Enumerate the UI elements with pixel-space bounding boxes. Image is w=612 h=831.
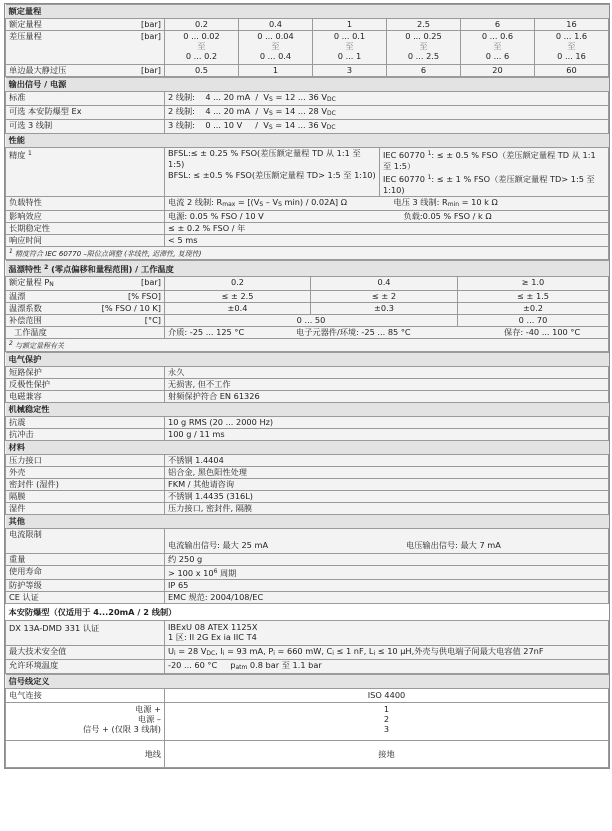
section-header-ex: 本安防爆型（仅适用于 4...20mA / 2 线制） bbox=[6, 604, 609, 621]
section-header-wiring: 信号线定义 bbox=[6, 675, 609, 689]
label-diff-range: 差压量程 [bar] bbox=[6, 31, 165, 65]
section-header-thermal: 温漂特性 $^2$ (零点偏移和量程范围) / 工作温度 bbox=[6, 261, 609, 277]
pin-values bbox=[165, 703, 609, 741]
thermal-coef-value: ±0.3 bbox=[311, 303, 458, 315]
thermal-drift-label: 温漂 [% FSO] bbox=[6, 291, 165, 303]
nominal-value: 6 bbox=[461, 19, 535, 31]
output-row bbox=[6, 92, 609, 106]
nominal-value: 1 bbox=[313, 19, 387, 31]
thermal-coef-value: ±0.2 bbox=[458, 303, 609, 315]
overpressure-value: 6 bbox=[387, 65, 461, 77]
material-label: 压力接口 bbox=[6, 455, 165, 467]
datasheet-table bbox=[4, 3, 610, 769]
mechanical-value: 100 g / 11 ms bbox=[165, 429, 609, 441]
material-value: 不锈钢 1.4404 bbox=[165, 455, 609, 467]
pin-labels bbox=[6, 703, 165, 741]
thermal-nominal-value: 0.2 bbox=[165, 277, 311, 291]
pin-value: 1 bbox=[383, 704, 390, 714]
current-limit-label: 电流限制 bbox=[6, 529, 165, 554]
thermal-comp-value: 0 ... 50 bbox=[165, 315, 458, 327]
ex-safety-value: Ui = 28 VDC, Ii = 93 mA, Pi = 660 mW, Ci ≤ 1 nF, Li ≤ 10 µH,外壳与供电端子间最大电容值 27nF bbox=[165, 646, 609, 660]
material-value: 不锈钢 1.4435 (316L) bbox=[165, 491, 609, 503]
load-voltage: 电压 3 线制: Rmin = 10 k Ω bbox=[380, 197, 609, 211]
misc-label: 重量 bbox=[6, 554, 165, 566]
thermal-table bbox=[5, 260, 609, 352]
influence-supply: 电源: 0.05 % FSO / 10 V bbox=[165, 211, 380, 223]
nominal-value: 0.4 bbox=[239, 19, 313, 31]
misc-label: 防护等级 bbox=[6, 580, 165, 592]
section-header-output: 输出信号 / 电源 bbox=[6, 78, 609, 92]
mechanical-label: 抗冲击 bbox=[6, 429, 165, 441]
output-label: 可选 3 线制 bbox=[6, 120, 165, 134]
stability-value: ≤ ± 0.2 % FSO / 年 bbox=[165, 223, 609, 235]
protection-label: 反极性保护 bbox=[6, 379, 165, 391]
accuracy-bfsl: BFSL:≤ ± 0.25 % FSO(差压额定量程 TD 从 1:1 至 1:5) BFSL: ≤ ±0.5 % FSO(差压额定量程 TD> 1:5 至 1:10) bbox=[165, 148, 380, 197]
accuracy-iec: IEC 60770 $^1$: ≤ ± 0.5 % FSO（差压额定量程 TD 从 1:1 至 1:5） IEC 60770 $^1$: ≤ ± 1 % FSO（差压额定量程 TD> 1:5 至 1:10) bbox=[380, 148, 609, 197]
protection-materials-table bbox=[5, 352, 609, 674]
label-overpressure: 单边最大静过压 [bar] bbox=[6, 65, 165, 77]
diff-range-cell: 0 ... 0.6 至 0 ... 6 bbox=[461, 31, 535, 65]
thermal-drift-value: ≤ ± 1.5 bbox=[458, 291, 609, 303]
thermal-coef-value: ±0.4 bbox=[165, 303, 311, 315]
thermal-nominal-value: 0.4 bbox=[311, 277, 458, 291]
operating-temp-value: 介质: -25 ... 125 °C 电子元器件/环境: -25 ... 85 °C 保存: -40 ... 100 °C bbox=[165, 327, 609, 339]
section-header-materials: 材料 bbox=[6, 441, 609, 455]
overpressure-value: 1 bbox=[239, 65, 313, 77]
ex-cert-value: IBExU 08 ATEX 1125X 1 区: II 2G Ex ia IIC T4 bbox=[165, 621, 609, 646]
pin-value: 3 bbox=[383, 724, 390, 734]
diff-range-cell: 0 ... 0.25 至 0 ... 2.5 bbox=[387, 31, 461, 65]
connection-value: ISO 4400 bbox=[165, 689, 609, 703]
thermal-nominal-value: ≥ 1.0 bbox=[458, 277, 609, 291]
nominal-value: 16 bbox=[535, 19, 609, 31]
material-label: 隔膜 bbox=[6, 491, 165, 503]
ground-value: 接地 bbox=[165, 741, 609, 768]
pin-label: 电源 + bbox=[135, 704, 161, 714]
diff-range-cell: 0 ... 0.02 至 0 ... 0.2 bbox=[165, 31, 239, 65]
overpressure-value: 20 bbox=[461, 65, 535, 77]
protection-value: 无损害, 但不工作 bbox=[165, 379, 609, 391]
rated-range-table bbox=[5, 4, 609, 77]
mechanical-value: 10 g RMS (20 ... 2000 Hz) bbox=[165, 417, 609, 429]
footnote-1: 1 精度符合 IEC 60770 –限位点调整 (非线性, 迟滞性, 复现性) bbox=[6, 247, 609, 260]
influence-load: 负载:0.05 % FSO / k Ω bbox=[380, 211, 609, 223]
misc-value: > 100 x $10^6$ 周期 bbox=[165, 566, 609, 580]
material-label: 外壳 bbox=[6, 467, 165, 479]
ex-ambient-value: -20 ... 60 °C patm 0.8 bar 至 1.1 bar bbox=[165, 660, 609, 674]
material-value: FKM / 其他请咨询 bbox=[165, 479, 609, 491]
protection-label: 短路保护 bbox=[6, 367, 165, 379]
section-header-rated-range: 额定量程 bbox=[6, 5, 609, 19]
thermal-drift-value: ≤ ± 2.5 bbox=[165, 291, 311, 303]
material-label: 湿件 bbox=[6, 503, 165, 515]
output-label: 可选 本安防爆型 Ex bbox=[6, 106, 165, 120]
influence-label: 影响效应 bbox=[6, 211, 165, 223]
wiring-table bbox=[5, 674, 609, 768]
overpressure-value: 3 bbox=[313, 65, 387, 77]
material-label: 密封件 (湿件) bbox=[6, 479, 165, 491]
nominal-value: 0.2 bbox=[165, 19, 239, 31]
ex-safety-label: 最大技术安全值 bbox=[6, 646, 165, 660]
nominal-value: 2.5 bbox=[387, 19, 461, 31]
ex-cert-label: DX 13A-DMD 331 认证 bbox=[6, 621, 165, 646]
mechanical-label: 抗震 bbox=[6, 417, 165, 429]
thermal-coef-label: 温漂系数 [% FSO / 10 K] bbox=[6, 303, 165, 315]
overpressure-value: 0.5 bbox=[165, 65, 239, 77]
protection-value: 射频保护符合 EN 61326 bbox=[165, 391, 609, 403]
response-value: < 5 ms bbox=[165, 235, 609, 247]
load-current: 电流 2 线制: Rmax = [(VS – VS min) / 0.02A] Ω bbox=[165, 197, 380, 211]
misc-value: EMC 规范: 2004/108/EC bbox=[165, 592, 609, 604]
ground-label: 地线 bbox=[6, 741, 165, 768]
output-value: 3 线制: 0 ... 10 V / VS = 14 ... 36 VDC bbox=[165, 120, 609, 134]
stability-label: 长期稳定性 bbox=[6, 223, 165, 235]
overpressure-value: 60 bbox=[535, 65, 609, 77]
operating-temp-label: 工作温度 bbox=[6, 327, 165, 339]
label-nominal-range: 额定量程 [bar] bbox=[6, 19, 165, 31]
output-value: 2 线制: 4 ... 20 mA / VS = 12 ... 36 VDC bbox=[165, 92, 609, 106]
section-header-electrical-protection: 电气保护 bbox=[6, 353, 609, 367]
current-limit-value: 电流输出信号: 最大 25 mA 电压输出信号: 最大 7 mA bbox=[165, 529, 609, 554]
thermal-nominal-label: 额定量程 PN [bar] bbox=[6, 277, 165, 291]
connection-label: 电气连接 bbox=[6, 689, 165, 703]
thermal-drift-value: ≤ ± 2 bbox=[311, 291, 458, 303]
misc-value: IP 65 bbox=[165, 580, 609, 592]
thermal-comp-value: 0 ... 70 bbox=[458, 315, 609, 327]
output-row bbox=[6, 106, 609, 120]
pin-label: 信号 + (仅限 3 线制) bbox=[83, 724, 161, 734]
output-row bbox=[6, 120, 609, 134]
response-label: 响应时间 bbox=[6, 235, 165, 247]
pin-label: 电源 – bbox=[137, 714, 161, 724]
diff-range-cell: 0 ... 0.04 至 0 ... 0.4 bbox=[239, 31, 313, 65]
misc-value: 约 250 g bbox=[165, 554, 609, 566]
output-value: 2 线制: 4 ... 20 mA / VS = 14 ... 28 VDC bbox=[165, 106, 609, 120]
material-value: 压力接口, 密封件, 隔膜 bbox=[165, 503, 609, 515]
load-label: 负载特性 bbox=[6, 197, 165, 211]
output-performance-table bbox=[5, 77, 609, 260]
misc-label: CE 认证 bbox=[6, 592, 165, 604]
ex-ambient-label: 允许环境温度 bbox=[6, 660, 165, 674]
output-label: 标准 bbox=[6, 92, 165, 106]
thermal-comp-label: 补偿范围 [°C] bbox=[6, 315, 165, 327]
diff-range-cell: 0 ... 0.1 至 0 ... 1 bbox=[313, 31, 387, 65]
pin-value: 2 bbox=[383, 714, 390, 724]
protection-value: 永久 bbox=[165, 367, 609, 379]
section-header-misc: 其他 bbox=[6, 515, 609, 529]
section-header-performance: 性能 bbox=[6, 134, 609, 148]
diff-range-cell: 0 ... 1.6 至 0 ... 16 bbox=[535, 31, 609, 65]
protection-label: 电磁兼容 bbox=[6, 391, 165, 403]
material-value: 铝合金, 黑色阳性处理 bbox=[165, 467, 609, 479]
accuracy-label: 精度 $^1$ bbox=[6, 148, 165, 197]
misc-label: 使用寿命 bbox=[6, 566, 165, 580]
footnote-2: 2 与额定量程有关 bbox=[6, 339, 609, 352]
section-header-mechanical: 机械稳定性 bbox=[6, 403, 609, 417]
